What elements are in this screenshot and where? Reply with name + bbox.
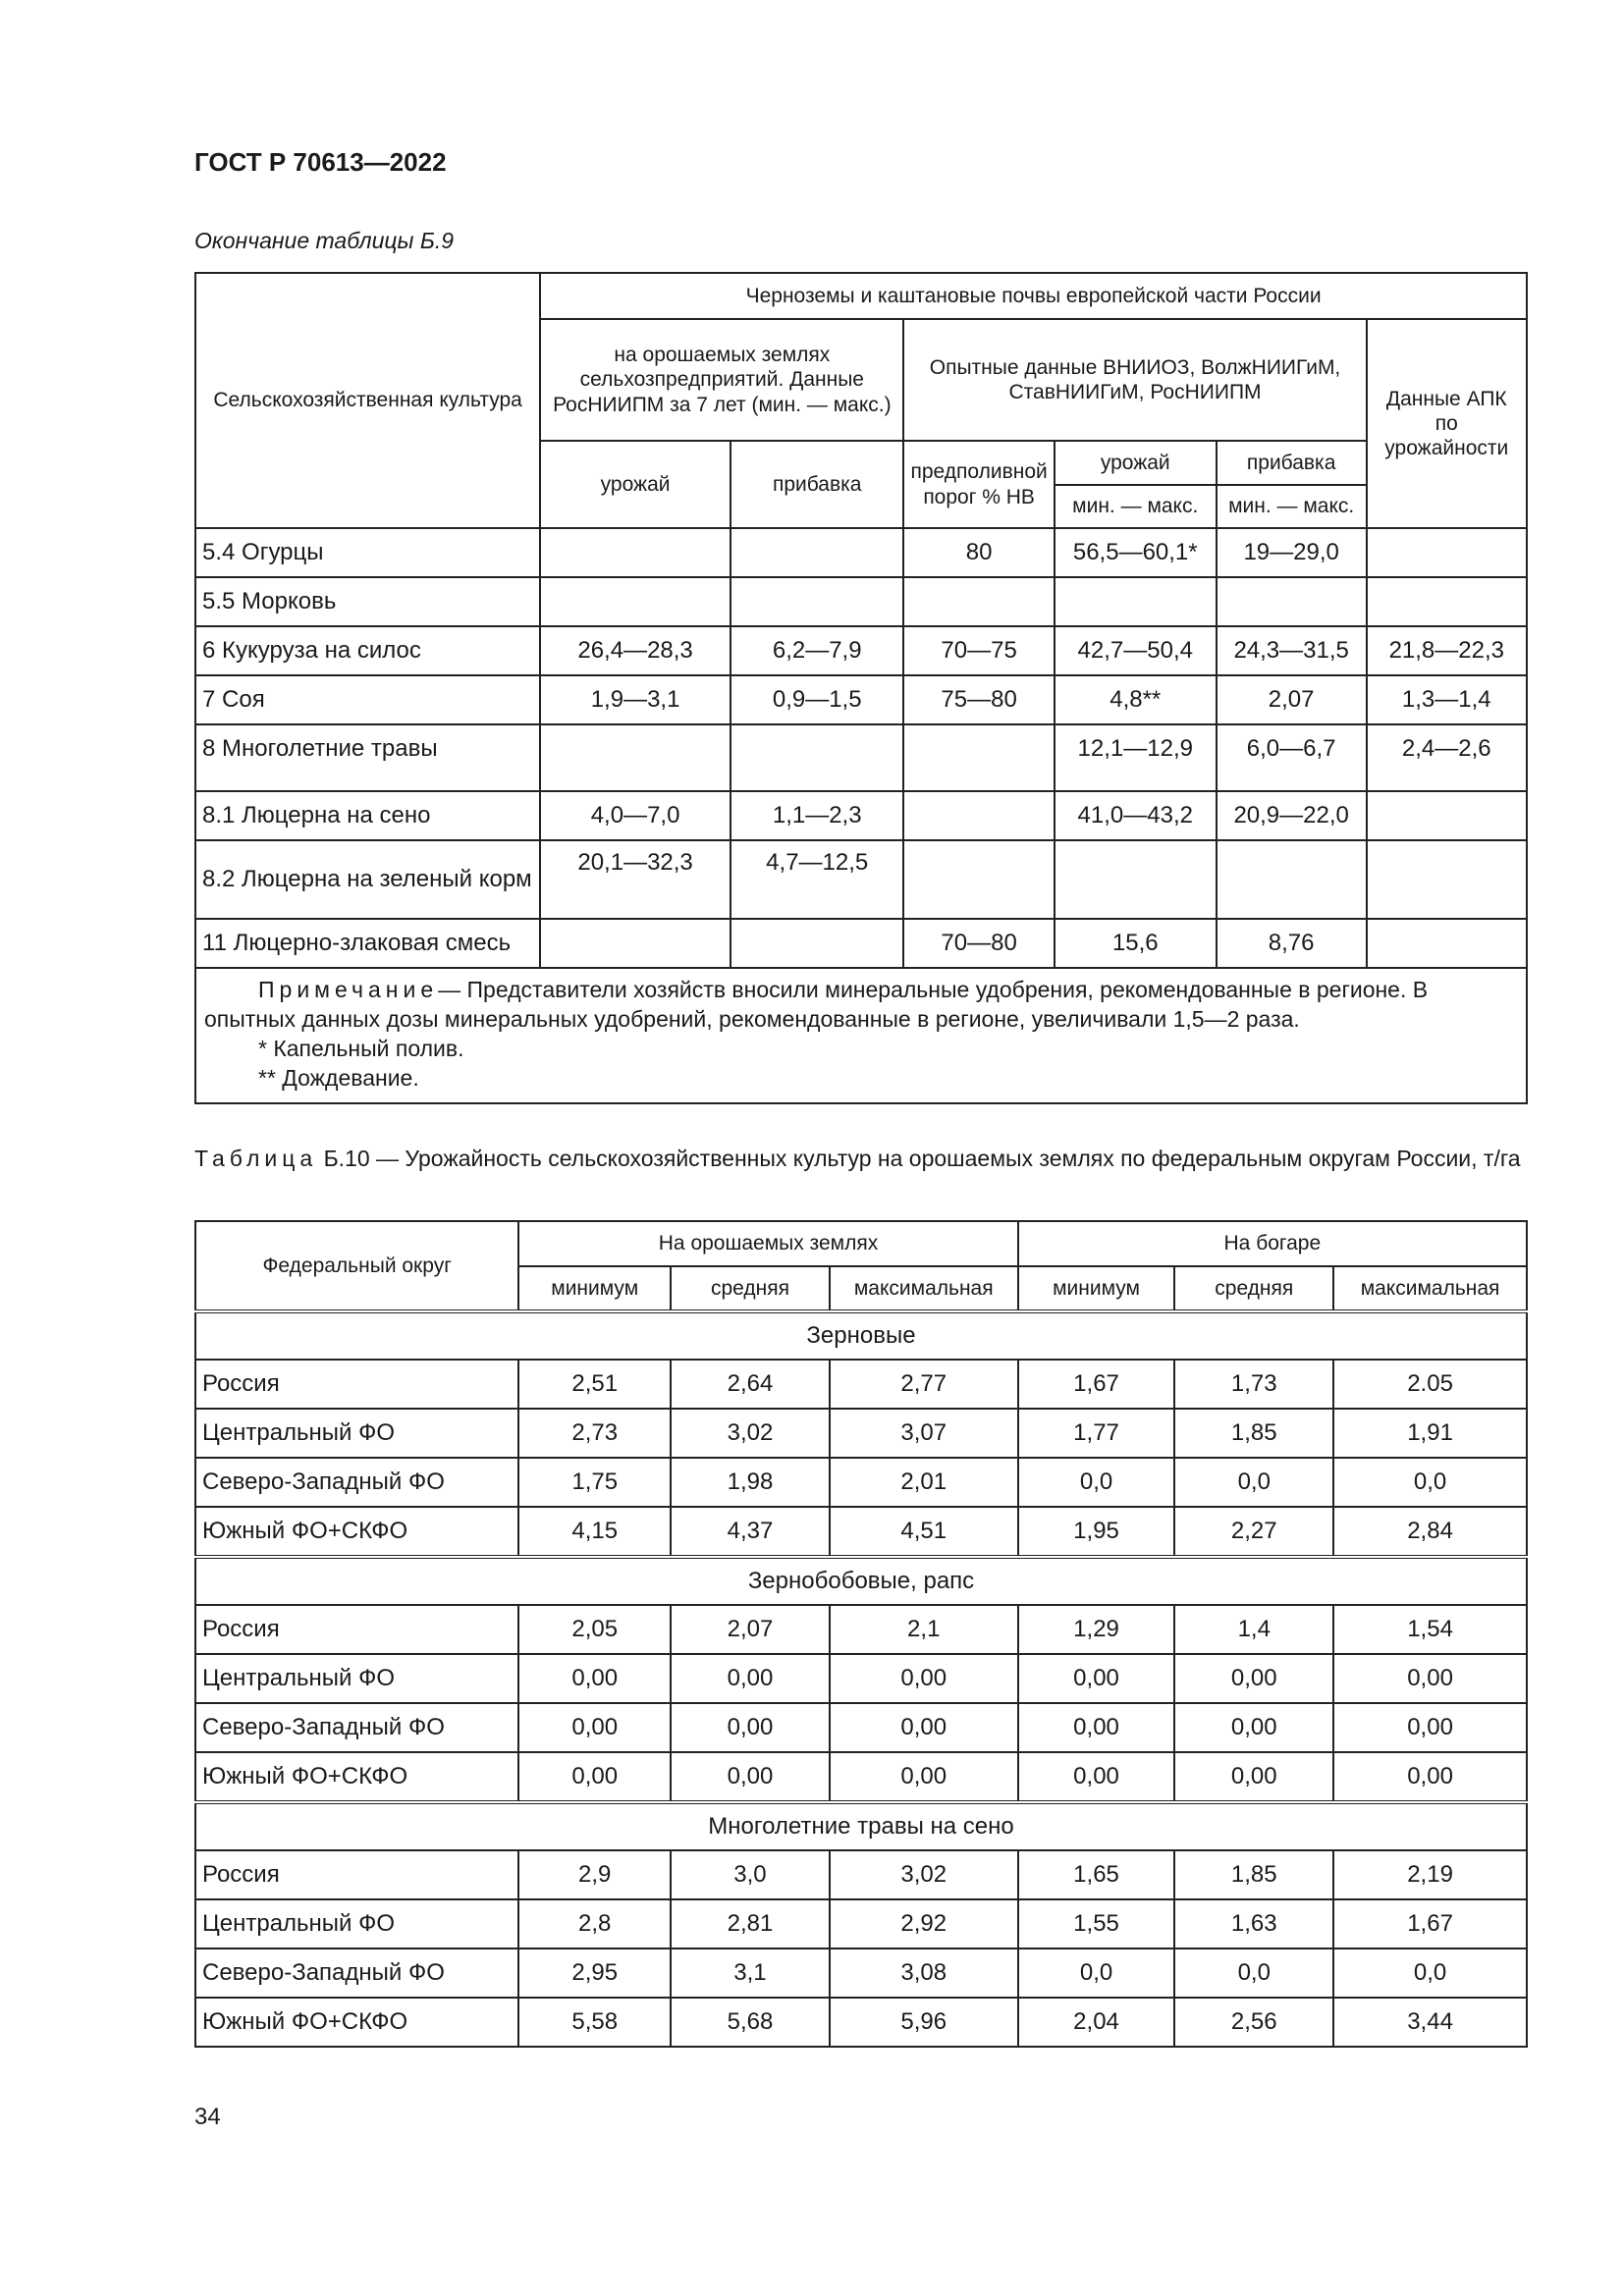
cell	[540, 528, 731, 577]
irrigated-header: На орошаемых землях	[518, 1221, 1017, 1266]
value-cell: 2,8	[518, 1899, 671, 1949]
value-cell: 0,00	[518, 1752, 671, 1802]
value-cell: 1,85	[1174, 1850, 1333, 1899]
value-cell: 1,75	[518, 1458, 671, 1507]
row-name: 11 Люцерно-злаковая смесь	[195, 919, 540, 968]
note-drip: * Капельный полив.	[258, 1036, 464, 1061]
value-cell: 0,00	[671, 1654, 830, 1703]
value-cell: 0,00	[1018, 1752, 1175, 1802]
value-cell: 0,0	[1018, 1949, 1175, 1998]
value-cell: 1,73	[1174, 1360, 1333, 1409]
cell: 6,0—6,7	[1217, 724, 1367, 791]
value-cell: 2,27	[1174, 1507, 1333, 1557]
minmax-header: мин. — макс.	[1055, 485, 1217, 528]
value-cell: 3,02	[830, 1850, 1018, 1899]
culture-header: Сельскохозяйственная культура	[195, 273, 540, 528]
yield-header: урожай	[540, 441, 731, 528]
value-cell: 3,44	[1333, 1998, 1527, 2047]
cell: 0,9—1,5	[731, 675, 904, 724]
table-row	[195, 1949, 1527, 1998]
cell: 70—75	[903, 626, 1054, 675]
cell: 42,7—50,4	[1055, 626, 1217, 675]
value-cell: 0,00	[1174, 1703, 1333, 1752]
value-cell: 1,77	[1018, 1409, 1175, 1458]
irrigated-header: на орошаемых землях сельхозпредприятий. Данные РосНИИПМ за 7 лет (мин. — макс.)	[540, 319, 903, 441]
district-name: Центральный ФО	[195, 1654, 518, 1703]
row-name: 6 Кукуруза на силос	[195, 626, 540, 675]
group-title: Зернобобовые, рапс	[195, 1557, 1527, 1605]
cell: 75—80	[903, 675, 1054, 724]
value-cell: 0,0	[1018, 1458, 1175, 1507]
increase-header: прибавка	[731, 441, 904, 528]
table-row	[195, 791, 1527, 840]
value-cell: 0,00	[1333, 1752, 1527, 1802]
table-row	[195, 724, 1527, 791]
table-10-caption	[194, 1144, 1528, 1173]
cell: 4,7—12,5	[731, 840, 904, 919]
cell: 56,5—60,1*	[1055, 528, 1217, 577]
threshold-header: предполивной порог % НВ	[903, 441, 1054, 528]
cell	[1367, 919, 1527, 968]
value-cell: 3,0	[671, 1850, 830, 1899]
district-header: Федеральный округ	[195, 1221, 518, 1311]
cell: 4,8**	[1055, 675, 1217, 724]
value-cell: 3,1	[671, 1949, 830, 1998]
value-cell: 3,02	[671, 1409, 830, 1458]
experimental-header: Опытные данные ВНИИОЗ, ВолжНИИГиМ, СтавНИИГиМ, РосНИИПМ	[903, 319, 1366, 441]
cell: 4,0—7,0	[540, 791, 731, 840]
cell: 80	[903, 528, 1054, 577]
caption-text: Б.10 — Урожайность сельскохозяйственных культур на орошаемых землях по федеральным округам России, т/га	[323, 1146, 1521, 1171]
table-note	[195, 968, 1527, 1103]
district-name: Россия	[195, 1850, 518, 1899]
document-code: ГОСТ Р 70613—2022	[194, 147, 447, 177]
region-header: Черноземы и каштановые почвы европейской части России	[540, 273, 1527, 319]
table-row	[195, 577, 1527, 626]
value-cell: 1,98	[671, 1458, 830, 1507]
group-row	[195, 1557, 1527, 1605]
cell: 12,1—12,9	[1055, 724, 1217, 791]
note-sprinkling: ** Дождевание.	[258, 1065, 419, 1091]
value-cell: 1,65	[1018, 1850, 1175, 1899]
cell	[1217, 840, 1367, 919]
value-cell: 2,95	[518, 1949, 671, 1998]
min-header: минимум	[1018, 1266, 1175, 1311]
group-row	[195, 1311, 1527, 1360]
cell: 21,8—22,3	[1367, 626, 1527, 675]
value-cell: 2,81	[671, 1899, 830, 1949]
avg-header: средняя	[671, 1266, 830, 1311]
cell: 2,07	[1217, 675, 1367, 724]
cell: 1,1—2,3	[731, 791, 904, 840]
value-cell: 2,1	[830, 1605, 1018, 1654]
value-cell: 0,0	[1333, 1949, 1527, 1998]
max-header: максимальная	[1333, 1266, 1527, 1311]
table-row	[195, 1850, 1527, 1899]
cell: 15,6	[1055, 919, 1217, 968]
table-row	[195, 1752, 1527, 1802]
cell: 26,4—28,3	[540, 626, 731, 675]
value-cell: 5,58	[518, 1998, 671, 2047]
cell	[903, 840, 1054, 919]
group-title: Зерновые	[195, 1311, 1527, 1360]
table-row	[195, 919, 1527, 968]
table-row	[195, 675, 1527, 724]
value-cell: 5,68	[671, 1998, 830, 2047]
district-name: Центральный ФО	[195, 1899, 518, 1949]
dry-header: На богаре	[1018, 1221, 1527, 1266]
value-cell: 0,00	[830, 1703, 1018, 1752]
value-cell: 0,00	[1333, 1703, 1527, 1752]
cell: 41,0—43,2	[1055, 791, 1217, 840]
district-name: Северо-Западный ФО	[195, 1949, 518, 1998]
value-cell: 0,00	[1174, 1752, 1333, 1802]
row-name: 5.5 Морковь	[195, 577, 540, 626]
max-header: максимальная	[830, 1266, 1018, 1311]
note-label: Примечание	[258, 977, 439, 1002]
cell	[540, 919, 731, 968]
value-cell: 2,92	[830, 1899, 1018, 1949]
cell: 1,3—1,4	[1367, 675, 1527, 724]
value-cell: 2,01	[830, 1458, 1018, 1507]
value-cell: 2,73	[518, 1409, 671, 1458]
value-cell: 0,00	[1018, 1654, 1175, 1703]
value-cell: 2,04	[1018, 1998, 1175, 2047]
value-cell: 0,00	[1018, 1703, 1175, 1752]
cell	[1367, 528, 1527, 577]
table-9-caption: Окончание таблицы Б.9	[194, 228, 455, 253]
value-cell: 1,91	[1333, 1409, 1527, 1458]
cell	[1367, 577, 1527, 626]
page-number: 34	[194, 2104, 221, 2130]
cell: 1,9—3,1	[540, 675, 731, 724]
value-cell: 0,00	[518, 1654, 671, 1703]
cell: 24,3—31,5	[1217, 626, 1367, 675]
value-cell: 2,05	[518, 1605, 671, 1654]
value-cell: 2,19	[1333, 1850, 1527, 1899]
group-title: Многолетние травы на сено	[195, 1802, 1527, 1850]
value-cell: 2,9	[518, 1850, 671, 1899]
district-name: Россия	[195, 1360, 518, 1409]
cell	[1367, 840, 1527, 919]
table-row	[195, 1507, 1527, 1557]
table-row	[195, 1360, 1527, 1409]
value-cell: 3,08	[830, 1949, 1018, 1998]
district-name: Северо-Западный ФО	[195, 1458, 518, 1507]
district-name: Центральный ФО	[195, 1409, 518, 1458]
value-cell: 1,4	[1174, 1605, 1333, 1654]
row-name: 8.2 Люцерна на зеленый корм	[195, 840, 540, 919]
row-name: 8.1 Люцерна на сено	[195, 791, 540, 840]
value-cell: 4,37	[671, 1507, 830, 1557]
value-cell: 2,64	[671, 1360, 830, 1409]
district-name: Южный ФО+СКФО	[195, 1507, 518, 1557]
value-cell: 0,00	[830, 1752, 1018, 1802]
avg-header: средняя	[1174, 1266, 1333, 1311]
value-cell: 4,15	[518, 1507, 671, 1557]
table-row	[195, 1703, 1527, 1752]
note-main	[204, 975, 1518, 1034]
table-row	[195, 1409, 1527, 1458]
cell	[731, 919, 904, 968]
value-cell: 5,96	[830, 1998, 1018, 2047]
table-row	[195, 1998, 1527, 2047]
table-row	[195, 528, 1527, 577]
table-row	[195, 1605, 1527, 1654]
value-cell: 3,07	[830, 1409, 1018, 1458]
value-cell: 0,00	[830, 1654, 1018, 1703]
cell: 20,1—32,3	[540, 840, 731, 919]
district-name: Северо-Западный ФО	[195, 1703, 518, 1752]
exp-yield-header: урожай	[1055, 441, 1217, 485]
value-cell: 2.05	[1333, 1360, 1527, 1409]
district-name: Южный ФО+СКФО	[195, 1998, 518, 2047]
row-name: 5.4 Огурцы	[195, 528, 540, 577]
value-cell: 0,0	[1174, 1458, 1333, 1507]
value-cell: 0,00	[671, 1703, 830, 1752]
value-cell: 2,51	[518, 1360, 671, 1409]
value-cell: 1,95	[1018, 1507, 1175, 1557]
exp-increase-header: прибавка	[1217, 441, 1367, 485]
table-row	[195, 1899, 1527, 1949]
row-name: 7 Соя	[195, 675, 540, 724]
cell: 19—29,0	[1217, 528, 1367, 577]
value-cell: 0,00	[671, 1752, 830, 1802]
value-cell: 2,77	[830, 1360, 1018, 1409]
apk-header: Данные АПК по урожайности	[1367, 319, 1527, 528]
note-text: — Представители хозяйств вносили минеральные удобрения, рекомендованные в регионе. В опытных данных дозы минеральных удобрений, рекомендованные в регионе, увеличивали 1,5—2 раза.	[204, 977, 1429, 1032]
value-cell: 1,67	[1018, 1360, 1175, 1409]
cell	[731, 724, 904, 791]
table-b10	[194, 1220, 1528, 2048]
cell	[731, 528, 904, 577]
value-cell: 1,85	[1174, 1409, 1333, 1458]
table-row	[195, 1654, 1527, 1703]
table-b9	[194, 272, 1528, 1104]
min-header: минимум	[518, 1266, 671, 1311]
value-cell: 1,54	[1333, 1605, 1527, 1654]
cell	[903, 791, 1054, 840]
value-cell: 0,0	[1333, 1458, 1527, 1507]
cell	[1217, 577, 1367, 626]
cell: 70—80	[903, 919, 1054, 968]
cell: 20,9—22,0	[1217, 791, 1367, 840]
cell: 6,2—7,9	[731, 626, 904, 675]
value-cell: 0,00	[1333, 1654, 1527, 1703]
value-cell: 0,00	[1174, 1654, 1333, 1703]
value-cell: 1,29	[1018, 1605, 1175, 1654]
value-cell: 1,55	[1018, 1899, 1175, 1949]
value-cell: 0,00	[518, 1703, 671, 1752]
caption-label: Таблица	[194, 1146, 318, 1171]
table-row	[195, 840, 1527, 919]
value-cell: 1,67	[1333, 1899, 1527, 1949]
value-cell: 4,51	[830, 1507, 1018, 1557]
cell: 2,4—2,6	[1367, 724, 1527, 791]
cell	[903, 577, 1054, 626]
value-cell: 2,84	[1333, 1507, 1527, 1557]
cell	[540, 724, 731, 791]
cell	[1055, 577, 1217, 626]
district-name: Южный ФО+СКФО	[195, 1752, 518, 1802]
value-cell: 0,0	[1174, 1949, 1333, 1998]
cell	[1367, 791, 1527, 840]
value-cell: 2,56	[1174, 1998, 1333, 2047]
group-row	[195, 1802, 1527, 1850]
table-row	[195, 626, 1527, 675]
minmax-header: мин. — макс.	[1217, 485, 1367, 528]
cell	[1055, 840, 1217, 919]
cell	[540, 577, 731, 626]
cell	[731, 577, 904, 626]
row-name: 8 Многолетние травы	[195, 724, 540, 791]
cell	[903, 724, 1054, 791]
value-cell: 2,07	[671, 1605, 830, 1654]
cell: 8,76	[1217, 919, 1367, 968]
value-cell: 1,63	[1174, 1899, 1333, 1949]
table-row	[195, 1458, 1527, 1507]
district-name: Россия	[195, 1605, 518, 1654]
